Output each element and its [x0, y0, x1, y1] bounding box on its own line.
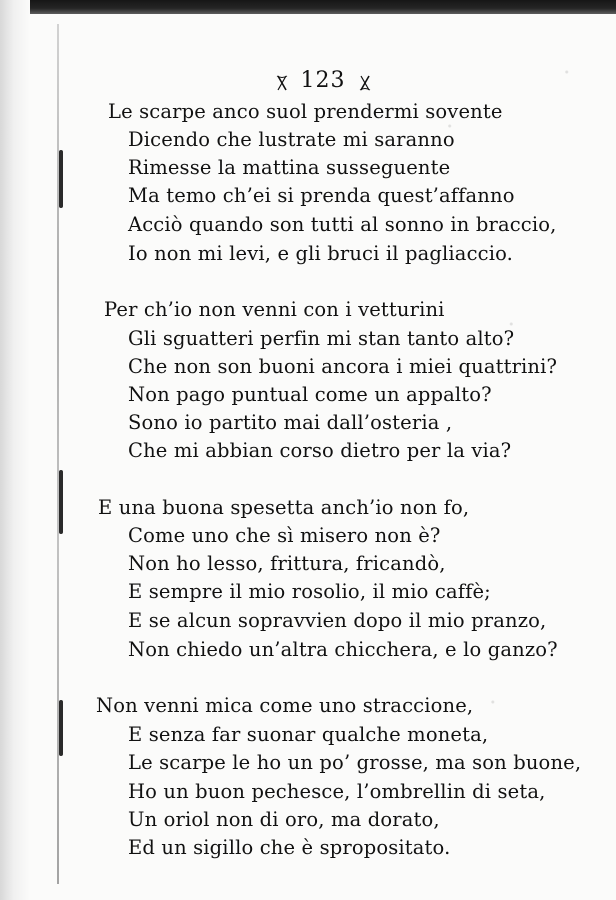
- poem-line: E senza far suonar qualche moneta,: [128, 723, 489, 746]
- poem-line: Non chiedo un’altra chicchera, e lo ganzo?: [128, 638, 558, 661]
- poem-line: E una buona spesetta anch’io non fo,: [98, 496, 470, 519]
- poem-line: Ma temo ch’ei si prenda quest’affanno: [128, 184, 515, 207]
- poem-line: Io non mi levi, e gli bruci il pagliaccio.: [128, 242, 513, 265]
- poem-line: Che mi abbian corso dietro per la via?: [128, 439, 512, 462]
- poem-line: Le scarpe anco suol prendermi sovente: [108, 100, 503, 123]
- poem-line: Sono io partito mai dall’osteria ,: [128, 411, 453, 434]
- poem-line: Come uno che sì misero non è?: [128, 524, 441, 547]
- poem-line: E sempre il mio rosolio, il mio caffè;: [128, 580, 491, 603]
- poem-line: Ed un sigillo che è spropositato.: [128, 836, 451, 859]
- poem-line: E se alcun sopravvien dopo il mio pranzo,: [128, 609, 547, 632]
- poem-line: Un oriol non di oro, ma dorato,: [128, 808, 440, 831]
- poem-line: Rimesse la mattina susseguente: [128, 156, 451, 179]
- poem-line: Ho un buon pechesce, l’ombrellin di seta,: [128, 780, 546, 803]
- poem-line: Non ho lesso, frittura, fricandò,: [128, 552, 446, 575]
- poem-line: Gli sguatteri perfin mi stan tanto alto?: [128, 327, 515, 350]
- poem-line: Per ch’io non venni con i vetturini: [104, 298, 445, 321]
- poem-line: Le scarpe le ho un po’ grosse, ma son buone,: [128, 751, 582, 774]
- poem-line: Non pago puntual come un appalto?: [128, 383, 492, 406]
- poem-line: Dicendo che lustrate mi saranno: [128, 128, 455, 151]
- poem-line: Non venni mica come uno straccione,: [96, 694, 474, 717]
- page-number: 123: [300, 68, 346, 93]
- poem-line: Che non son buoni ancora i miei quattrini?: [128, 355, 558, 378]
- poem-line: Acciò quando son tutti al sonno in braccio,: [128, 213, 557, 236]
